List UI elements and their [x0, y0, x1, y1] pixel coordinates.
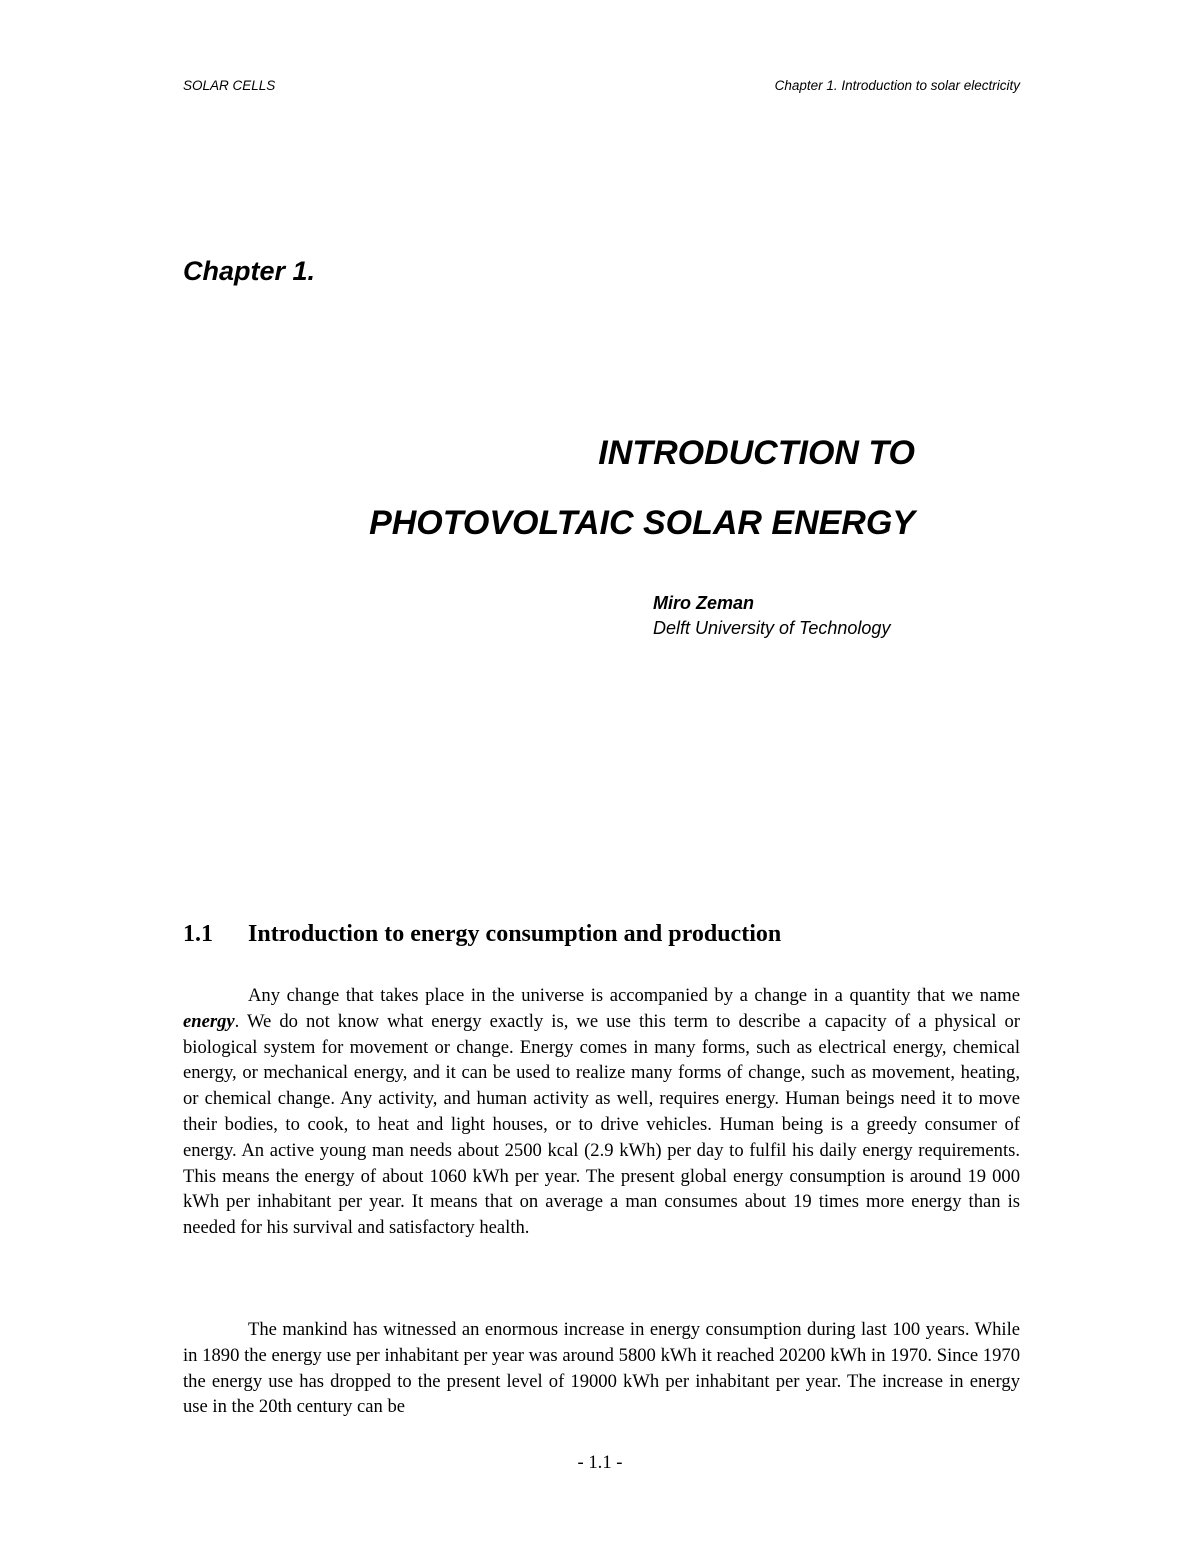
paragraph-1-text-end: . We do not know what energy exactly is, we use this term to describe a capacity of a physical or biological system for movement or change. Energy comes in many forms, such as electrical energy, chemical energy, or mechanical energy, and it can be used to realize many forms of change, such as movement, heating, or chemical change. Any activity, and human activity as well, requires energy. Human beings need it to move their bodies, to cook, to heat and light houses, or to drive vehicles. Human being is a greedy consumer of energy. An active young man needs about 2500 kcal (2.9 kWh) per day to fulfil his daily energy requirements. This means the energy of about 1060 kWh per year. The present global energy consumption is around 19 000 kWh per inhabitant per year. It means that on average a man consumes about 19 times more energy than is needed for his survival and satisfactory health. [183, 1010, 1020, 1239]
section-number: 1.1 [183, 921, 213, 947]
running-header [183, 78, 1020, 98]
paragraph-2 [183, 1317, 1020, 1420]
author-name: Miro Zeman [653, 593, 755, 613]
chapter-title-line-2: PHOTOVOLTAIC SOLAR ENERGY [369, 504, 915, 542]
chapter-title [369, 418, 915, 558]
emphasis-energy: energy [183, 1010, 235, 1032]
section-heading [183, 921, 781, 948]
paragraph-1-text-start: Any change that takes place in the universe is accompanied by a change in a quantity that we name [248, 985, 1020, 1006]
chapter-title-line-1: INTRODUCTION TO [598, 434, 915, 472]
paragraph-1 [183, 983, 1020, 1241]
header-chapter-title: Chapter 1. Introduction to solar electricity [774, 78, 1020, 93]
chapter-label: Chapter 1. [183, 256, 316, 286]
author-block [653, 591, 890, 641]
paragraph-2-text: The mankind has witnessed an enormous increase in energy consumption during last 100 years. While in 1890 the energy use per inhabitant per year was around 5800 kWh it reached 20200 kWh in 1970. Since 1970 the energy use has dropped to the present level of 19000 kWh per inhabitant per year. The increase in energy use in the 20th century can be [183, 1319, 1020, 1418]
header-book-title: SOLAR CELLS [183, 78, 276, 93]
page-number: - 1.1 - [577, 1452, 623, 1473]
author-affiliation: Delft University of Technology [653, 618, 891, 638]
section-title: Introduction to energy consumption and production [248, 921, 782, 947]
